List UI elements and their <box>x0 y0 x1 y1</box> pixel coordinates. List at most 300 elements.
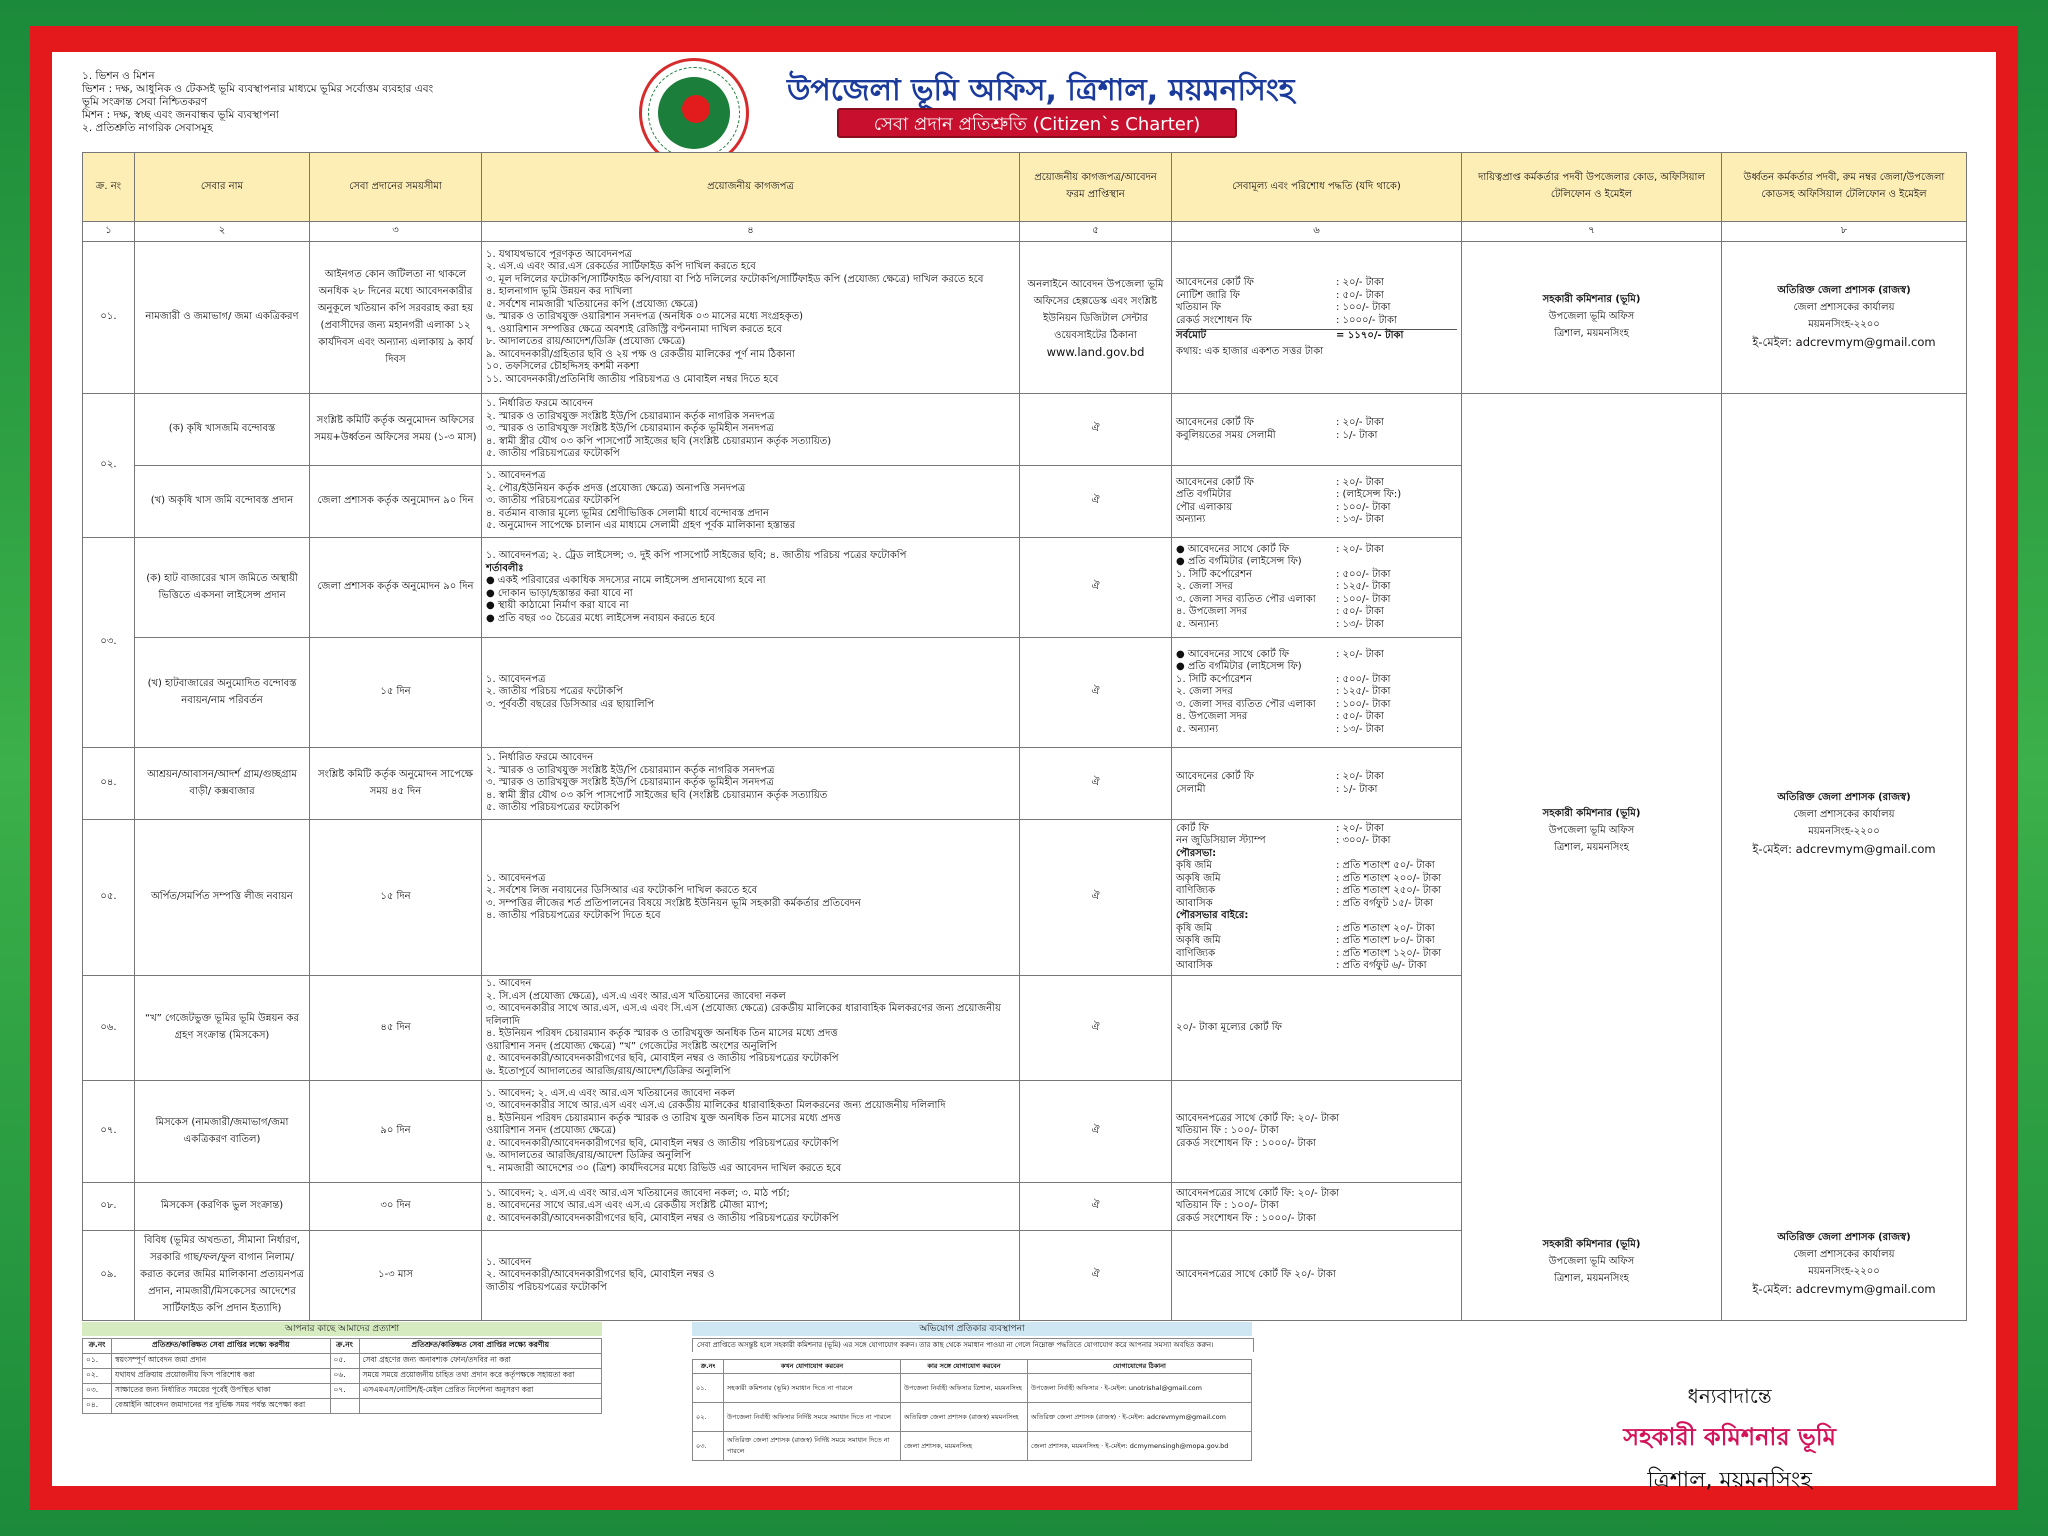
service-name-cell: (খ) হাটবাজারের অনুমোদিত বন্দোবস্ত নবায়ন/নাম পরিবর্তন <box>135 638 310 748</box>
documents-cell <box>482 466 1020 538</box>
list-item: ৩. মূল দলিলের ফটোকপি/সার্টিফাইড কপি/বায়া বা পিঠ দলিলের ফটোকপি/সার্টিফাইড কপি (প্রযোজ্য ক্ষেত্রে) দাখিল করতে হবে <box>486 273 984 285</box>
senior-email[interactable]: ই-মেইল: adcrevmym@gmail.com <box>1752 842 1936 856</box>
form-source-text: অনলাইনে আবেদন উপজেলা ভূমি অফিসের হেল্পডেস্ক এবং সংশ্লিষ্ট ইউনিয়ন ডিজিটাল সেন্টার ওয়েবসাইটের ঠিকানা <box>1027 278 1164 341</box>
fees-cell <box>1172 638 1462 748</box>
list-item: ১. আবেদনপত্র <box>486 872 546 884</box>
list-item: ৫. অনুমোদন সাপেক্ষে চালান এর মাধ্যমে সেলামী গ্রহণ পূর্বক মালিকানা হস্তান্তর <box>486 520 796 532</box>
expectation-cell: ০১. <box>83 1354 112 1369</box>
fee-label: নন জুডিসিয়াল স্ট্যাম্প <box>1176 835 1266 846</box>
grievance-cell: উপজেলা নির্বাহী অফিসার · ই-মেইল: unotrishal@gmail.com <box>1028 1374 1252 1403</box>
senior-title: অতিরিক্ত জেলা প্রশাসক (রাজস্ব) <box>1777 792 1911 803</box>
fee-label: ● প্রতি বর্গমিটার (লাইসেন্স ফি) <box>1176 661 1302 673</box>
list-item: ৩. স্মারক ও তারিখযুক্ত সংশ্লিষ্ট ইউ/পি চেয়ারম্যান কর্তৃক ভূমিহীন সনদপত্র <box>486 423 774 435</box>
fee-row <box>1176 823 1457 836</box>
list-item: ৮. আদালতের রায়/আদেশ/ডিক্রি (প্রযোজ্য ক্ষেত্রে) <box>486 336 686 348</box>
bullet-icon: ● <box>486 600 498 611</box>
header-cell: প্রয়োজনীয় কাগজপত্র <box>482 153 1020 222</box>
ditto-cell: ঐ <box>1020 976 1172 1081</box>
fee-value: : ৫০/- টাকা <box>1336 289 1384 301</box>
fee-label: নোটিশ জারি ফি <box>1176 289 1240 301</box>
exp-h-item: প্রতিশ্রুত/কাঙ্ক্ষিত সেবা প্রাপ্তির লক্ষ্যে করণীয় <box>359 1339 602 1354</box>
fee-value: : প্রতি শতাংশ ৮০/- টাকা <box>1336 935 1435 946</box>
table-row <box>83 242 1967 394</box>
fee-row <box>1176 302 1457 315</box>
grievance-cell: ০১. <box>693 1374 724 1403</box>
bullet-icon: ● <box>486 575 498 586</box>
senior-office: জেলা প্রশাসকের কার্যালয় <box>1793 809 1895 820</box>
fee-row <box>1176 699 1457 712</box>
table-row <box>693 1374 1252 1403</box>
time-limit-cell: জেলা প্রশাসক কর্তৃক অনুমোদন ৯০ দিন <box>310 538 482 638</box>
condition-text: প্রতি বছর ৩০ চৈত্রের মধ্যে লাইসেন্স নবায়ন করতে হবে <box>497 612 715 624</box>
list-item: ৩. স্মারক ও তারিখযুক্ত সংশ্লিষ্ট ইউ/পি চেয়ারম্যান কর্তৃক ভূমিহীন সনদপত্র <box>486 777 774 789</box>
grievance-cell: অতিরিক্ত জেলা প্রশাসক (রাজস্ব) নির্দিষ্ট সময়ে সমাধান দিতে না পারলে <box>724 1432 901 1461</box>
senior-office: জেলা প্রশাসকের কার্যালয় <box>1793 301 1895 313</box>
fee-row <box>1176 771 1457 784</box>
grievance-cell: সহকারী কমিশনার (ভূমি) সমাধান দিতে না পারলে <box>724 1374 901 1403</box>
fee-label: পৌর এলাকায় <box>1176 501 1233 513</box>
list-item: ৪. হালনাগাদ ভূমি উন্নয়ন কর দাখিলা <box>486 286 633 298</box>
header-cell: প্রয়োজনীয় কাগজপত্র/আবেদন ফরম প্রাপ্তিস্থান <box>1020 153 1172 222</box>
fee-label: সেলামী <box>1176 783 1206 795</box>
col-number: ২ <box>135 222 310 242</box>
fee-row <box>1176 860 1457 873</box>
expectation-cell: এসএমএস/নোটিশ/ই-মেইল প্রেরিত নির্দেশনা অনুসরণ করা <box>359 1384 602 1399</box>
fee-row <box>1176 477 1457 490</box>
fee-row <box>1176 594 1457 607</box>
fee-label: প্রতি বর্গমিটার <box>1176 489 1232 500</box>
fee-label: অকৃষি জমি <box>1176 935 1221 946</box>
fee-row <box>1176 835 1457 848</box>
list-item: ৩. সম্পত্তির লীজের শর্ত প্রতিপালনের বিষয়ে সংশ্লিষ্ট ইউনিয়ন ভূমি সহকারী কর্মকর্তার প্রতিবেদন <box>486 897 861 909</box>
grievance-cell: অতিরিক্ত জেলা প্রশাসক (রাজস্ব) · ই-মেইল: adcrevmym@gmail.com <box>1028 1403 1252 1432</box>
expectations-caption: আপনার কাছে আমাদের প্রত্যাশা <box>82 1322 602 1336</box>
list-item: ৫. জাতীয় পরিচয়পত্রের ফটোকপি <box>486 802 620 814</box>
list-item: ৪. স্বামী স্ত্রীর যৌথ ০৩ কপি পাসপোর্ট সাইজের ছবি (সংশ্লিষ্ট চেয়ারম্যান কর্তৃক সত্যায়িত <box>486 789 828 801</box>
list-item: ৬. স্মারক ও তারিখযুক্ত ওয়ারিশান সনদপত্র (অনধিক ০৩ মাসের মধ্যে সংগ্রহকৃত) <box>486 311 804 323</box>
list-item: আবেদনপত্রের সাথে কোর্ট ফি: ২০/- টাকা <box>1176 1187 1340 1199</box>
fee-row <box>1176 711 1457 724</box>
column-number-row <box>83 222 1967 242</box>
service-name-cell: বিবিধ (ভূমির অখন্ডতা, সীমানা নির্ধারণ, সরকারি গাছ/ফল/ফুল বাগান নিলাম/করাত কলের জমির মালিকানা প্রত্যয়নপত্র প্রদান, নামজারী/মিসকেসের আদেশের সার্টিফাইড কপি প্রদান ইত্যাদি) <box>135 1231 310 1321</box>
g-h: কখন যোগাযোগ করবেন <box>724 1360 901 1374</box>
fee-value <box>1336 661 1457 674</box>
list-item: ৩. আবেদনকারীর সাথে আর.এস এবং এস.এ রেকর্ডীয় মালিকের ধারাবাহিকতা মিলকরনের জন্য প্রয়োজনীয় দলিলাদি <box>486 1100 946 1112</box>
list-item: জাতীয় পরিচয়পত্রের ফটোকপি <box>486 1281 607 1293</box>
documents-cell <box>482 1183 1020 1231</box>
table-row <box>693 1403 1252 1432</box>
list-item: রেকর্ড সংশোধন ফি : ১০০০/- টাকা <box>1176 1212 1316 1224</box>
ditto-cell: ঐ <box>1020 820 1172 976</box>
total-value: = ১১৭০/- টাকা <box>1336 330 1404 341</box>
fee-value: : ১২৫/- টাকা <box>1336 581 1391 593</box>
bullet-icon: ● <box>486 612 498 624</box>
fee-value: : প্রতি শতাংশ ২০০/- টাকা <box>1336 872 1442 884</box>
list-item: ১. নির্ধারিত ফরমে আবেদন <box>486 752 594 764</box>
list-item: ওয়ারিশান সনদ (প্রযোজ্য ক্ষেত্রে) <box>486 1125 616 1137</box>
condition-text: একই পরিবারের একাধিক সদস্যের নামে লাইসেন্স প্রদানযোগ্য হবে না <box>497 575 766 586</box>
header-cell: সেবার নাম <box>135 153 310 222</box>
fee-row <box>1176 514 1457 527</box>
docs-intro: ১. আবেদনপত্র; ২. ট্রেড লাইসেন্স; ৩. দুই কপি পাসপোর্ট সাইজের ছবি; ৪. জাতীয় পরিচয় পত্রের ফটোকপি <box>486 550 907 561</box>
officer-office: উপজেলা ভূমি অফিস <box>1548 825 1635 836</box>
col-number: ৭ <box>1462 222 1722 242</box>
grievance-cell: ০২. <box>693 1403 724 1432</box>
documents-cell <box>482 242 1020 394</box>
service-name-cell: (ক) হাট বাজারের খাস জমিতে অস্থায়ী ভিত্তিতে একসনা লাইসেন্স প্রদান <box>135 538 310 638</box>
list-item: ১. আবেদন <box>486 978 532 989</box>
documents-cell <box>482 1081 1020 1183</box>
expectations-body <box>83 1354 602 1414</box>
fee-label: বাণিজ্যিক <box>1176 885 1216 896</box>
list-item: ওয়ারিশান সনদ (প্রযোজ্য ক্ষেত্রে) “খ” গেজেটের সংশ্লিষ্ট অংশের অনুলিপি <box>486 1040 777 1052</box>
g-h: ক্র.নং <box>693 1360 724 1374</box>
expectation-cell: সাক্ষাতের জন্য নির্ধারিত সময়ের পূর্বেই উপস্থিত থাকা <box>112 1384 331 1399</box>
fee-value: : ৫০০/- টাকা <box>1336 673 1391 685</box>
officer-office: উপজেলা ভূমি অফিস <box>1548 1256 1635 1267</box>
fee-label: অন্যান্য <box>1176 514 1206 525</box>
fee-value: : প্রতি শতাংশ ২০/- টাকা <box>1336 922 1435 934</box>
fee-row <box>1176 544 1457 557</box>
col-number: ৫ <box>1020 222 1172 242</box>
serial-cell: ০১. <box>83 242 135 394</box>
col-number: ৮ <box>1722 222 1967 242</box>
exp-h-item: প্রতিশ্রুত/কাঙ্ক্ষিত সেবা প্রাপ্তির লক্ষ্যে করণীয় <box>112 1339 331 1354</box>
expectation-cell: ০৬. <box>330 1369 359 1384</box>
fee-value: : ২০/- টাকা <box>1336 417 1384 428</box>
fee-value: : প্রতি বর্গফুট ৬/- টাকা <box>1336 960 1427 971</box>
service-name-cell: “খ” গেজেটভুক্ত ভূমির ভূমি উন্নয়ন কর গ্রহণ সংক্রান্ত (মিসকেস) <box>135 976 310 1081</box>
list-item: ৫. জাতীয় পরিচয়পত্রের ফটোকপি <box>486 448 620 460</box>
fee-value: : ১৩/- টাকা <box>1336 618 1384 630</box>
list-item: ৪. স্বামী স্ত্রীর যৌথ ০৩ কপি পাসপোর্ট সাইজের ছবি (সংশ্লিষ্ট চেয়ারম্যান কর্তৃক সত্যায়িত) <box>486 435 832 447</box>
time-limit-cell: ৯০ দিন <box>310 1081 482 1183</box>
fee-row <box>1176 674 1457 687</box>
officer-office: উপজেলা ভূমি অফিস <box>1548 311 1635 322</box>
fee-label: ১. সিটি কর্পোরেশন <box>1176 673 1252 685</box>
fee-row <box>1176 315 1457 328</box>
grievance-caption: অভিযোগ প্রতিকার ব্যবস্থাপনা <box>692 1322 1252 1336</box>
fee-row <box>1176 661 1457 674</box>
list-item: ১. আবেদনপত্র <box>486 470 546 482</box>
serial-cell: ০৮. <box>83 1183 135 1231</box>
senior-officer-cell <box>1722 394 1967 1321</box>
fee-list <box>1176 823 1457 848</box>
fee-row <box>1176 649 1457 662</box>
service-name-cell: অর্পিত/সমর্পিত সম্পত্তি লীজ নবায়ন <box>135 820 310 976</box>
fee-label: কবুলিয়তের সময় সেলামী <box>1176 429 1276 441</box>
expectation-cell: ০৭. <box>330 1384 359 1399</box>
list-item: ৬. আদালতের আরজি/রায়/আদেশ ডিক্রির অনুলিপি <box>486 1150 692 1162</box>
service-name-cell: মিসকেস (করণিক ভুল সংক্রান্ত) <box>135 1183 310 1231</box>
fee-label: রেকর্ড সংশোধন ফি <box>1176 314 1252 326</box>
expectations-header <box>83 1339 602 1354</box>
fee-row <box>1176 724 1457 737</box>
g-h: কার সঙ্গে যোগাযোগ করবেন <box>901 1360 1028 1374</box>
table-row <box>83 1384 602 1399</box>
seal-red-sun <box>682 95 710 123</box>
fee-value: : ৫০০/- টাকা <box>1336 568 1391 580</box>
fee-value: : ২০/- টাকা <box>1336 543 1384 555</box>
time-limit-cell: সংশ্লিষ্ট কমিটি কর্তৃক অনুমোদন সাপেক্ষে সময় ৪৫ দিন <box>310 748 482 820</box>
condition-item <box>486 588 1015 601</box>
fee-value <box>1336 556 1457 569</box>
time-limit-cell: ১-৩ মাস <box>310 1231 482 1321</box>
documents-cell <box>482 538 1020 638</box>
fee-row <box>1176 686 1457 699</box>
senior-place: ময়মনসিংহ-২২০০ <box>1808 318 1880 330</box>
fee-row <box>1176 502 1457 515</box>
list-item: ৫. আবেদনকারী/আবেদনকারীগণের ছবি, মোবাইল নম্বর ও জাতীয় পরিচয়পত্রের ফটোকপি <box>486 1137 839 1149</box>
fee-row <box>1176 898 1457 911</box>
fees-cell <box>1172 1183 1462 1231</box>
grievance-cell: উপজেলা নির্বাহী অফিসার নির্দিষ্ট সময়ে সমাধান দিতে না পারলে <box>724 1403 901 1432</box>
list-item: ২. এস.এ এবং আর.এস রেকর্ডের সার্টিফাইড কপি দাখিল করতে হবে <box>486 261 756 273</box>
officer-spacer <box>1466 857 1717 1237</box>
expectation-cell: ০৪. <box>83 1399 112 1414</box>
fee-value: : ১/- টাকা <box>1336 783 1378 795</box>
fee-list <box>1176 860 1457 910</box>
form-source-cell <box>1020 242 1172 394</box>
list-item: ১. নির্ধারিত ফরমে আবেদন <box>486 398 594 410</box>
fee-row <box>1176 290 1457 303</box>
exp-h-sl: ক্র.নং <box>83 1339 112 1354</box>
service-name-cell: নামজারী ও জমাভাগ/ জমা একত্রিকরণ <box>135 242 310 394</box>
serial-cell: ০৫. <box>83 820 135 976</box>
grievance-intro: সেবা প্রাপ্তিতে অসন্তুষ্ট হলে সহকারী কমিশনার (ভূমি) এর সঙ্গে যোগাযোগ করুন। তার কাছ থেকে সমাধান পাওয়া না গেলে নিম্নোক্ত পদ্ধতিতে যোগাযোগ করে আপনার সমস্যা অবহিত করুন। <box>692 1338 1254 1352</box>
fee-label: খতিয়ান ফি <box>1176 302 1222 313</box>
fee-value: : (লাইসেন্স ফি:) <box>1336 489 1402 500</box>
list-item: ২. জাতীয় পরিচয় পত্রের ফটোকপি <box>486 686 623 698</box>
senior-email[interactable]: ই-মেইল: adcrevmym@gmail.com <box>1752 1282 1936 1296</box>
total-label: সর্বমোট <box>1176 330 1207 341</box>
officer-spacer <box>1466 426 1717 806</box>
fee-row <box>1176 417 1457 430</box>
senior-email[interactable]: ই-মেইল: adcrevmym@gmail.com <box>1752 334 1936 349</box>
documents-cell <box>482 976 1020 1081</box>
fee-label: আবাসিক <box>1176 897 1213 909</box>
fee-in-words: কথায়: এক হাজার একশত সত্তর টাকা <box>1176 345 1324 357</box>
ditto-cell: ঐ <box>1020 1183 1172 1231</box>
list-item: খতিয়ান ফি : ১০০/- টাকা <box>1176 1200 1279 1212</box>
fee-value: : ২০/- টাকা <box>1336 822 1384 834</box>
officer-place: ত্রিশাল, ময়মনসিংহ <box>1554 842 1629 853</box>
officer-title: সহকারী কমিশনার (ভূমি) <box>1542 1239 1641 1250</box>
service-name-cell: মিসকেস (নামজারী/জমাভাগ/জমা একত্রিকরণ বাতিল) <box>135 1081 310 1183</box>
list-item: ১. আবেদনপত্র <box>486 673 546 685</box>
fee-value: : ১৩/- টাকা <box>1336 514 1384 525</box>
fee-label: অকৃষি জমি <box>1176 872 1221 884</box>
list-item: ১. আবেদন <box>486 1256 532 1268</box>
fee-row <box>1176 885 1457 898</box>
senior-title: অতিরিক্ত জেলা প্রশাসক (রাজস্ব) <box>1777 284 1911 296</box>
mission-line: ২. প্রতিশ্রুতি নাগরিক সেবাসমূহ <box>82 122 213 134</box>
ditto-cell: ঐ <box>1020 1081 1172 1183</box>
list-item: ২. সর্বশেষ লিজ নবায়নের ডিসিআর এর ফটোকপি দাখিল করতে হবে <box>486 885 758 896</box>
senior-place: ময়মনসিংহ-২২০০ <box>1808 1266 1880 1277</box>
condition-text: স্থায়ী কাঠামো নির্মাণ করা যাবে না <box>497 600 629 611</box>
fee-total <box>1176 329 1457 343</box>
condition-text: দোকান ভাড়া/হস্তান্তর করা যাবে না <box>497 587 633 599</box>
col-number: ৪ <box>482 222 1020 242</box>
service-name-cell: (খ) অকৃষি খাস জমি বন্দোবস্ত প্রদান <box>135 466 310 538</box>
grievance-cell: জেলা প্রশাসক, ময়মনসিংহ <box>901 1432 1028 1461</box>
header-cell: সেবা প্রদানের সময়সীমা <box>310 153 482 222</box>
list-item: খতিয়ান ফি : ১০০/- টাকা <box>1176 1125 1279 1137</box>
time-limit-cell: ৪৫ দিন <box>310 976 482 1081</box>
expectation-cell: বেআইনি আবেদন জমাদানের পর দুর্ভিক্ষ সময় পর্যন্ত অপেক্ষা করা <box>112 1399 331 1414</box>
serial-cell: ০৯. <box>83 1231 135 1321</box>
fee-label: ৫. অন্যান্য <box>1176 723 1219 735</box>
expectation-cell: ০৩. <box>83 1384 112 1399</box>
list-item: ৫. সর্বশেষ নামজারী খতিয়ানের কপি (প্রযোজ্য ক্ষেত্রে) <box>486 298 699 310</box>
fee-row <box>1176 873 1457 886</box>
list-item: ৪. জাতীয় পরিচয়পত্রের ফটোকপি দিতে হবে <box>486 910 661 921</box>
list-item: ৩. আবেদনকারীর সাথে আর.এস, এস.এ এবং সি.এস (প্রযোজ্য ক্ষেত্রে) রেকর্ডীয় মালিকের ধারাবাহিক মিলকরণের জন্য প্রয়োজনীয় দলিলাদি <box>486 1003 1001 1027</box>
table-row <box>83 1399 602 1414</box>
documents-cell <box>482 638 1020 748</box>
fee-row <box>1176 784 1457 797</box>
page-title: উপজেলা ভূমি অফিস, ত্রিশাল, ময়মনসিংহ <box>787 73 1295 108</box>
fee-label: ৩. জেলা সদর ব্যতিত পৌর এলাকা <box>1176 593 1316 605</box>
fee-label: ● আবেদনের সাথে কোর্ট ফি <box>1176 648 1290 660</box>
col-number: ৬ <box>1172 222 1462 242</box>
grievance-cell: জেলা প্রশাসক, ময়মনসিংহ · ই-মেইল: dcmymensingh@mopa.gov.bd <box>1028 1432 1252 1461</box>
fee-label: ২. জেলা সদর <box>1176 581 1233 593</box>
mission-line: মিশন : দক্ষ, স্বচ্ছ এবং জনবান্ধব ভূমি ব্যবস্থাপনা <box>82 109 279 121</box>
g-h: যোগাযোগের ঠিকানা <box>1028 1360 1252 1374</box>
serial-cell: ০২. <box>83 394 135 538</box>
fee-value: : ২০/- টাকা <box>1336 771 1384 782</box>
fee-value: : ৩০০/- টাকা <box>1336 835 1391 846</box>
header-cell: সেবামূল্য এবং পরিশোধ পদ্ধতি (যদি থাকে) <box>1172 153 1462 222</box>
condition-item <box>486 613 1015 626</box>
fee-row <box>1176 569 1457 582</box>
fee-value: : ১৩/- টাকা <box>1336 723 1384 735</box>
time-limit-cell: আইনগত কোন জটিলতা না থাকলে অনধিক ২৮ দিনের মধ্যে আবেদনকারীর অনুকূলে খতিয়ান কপি সরবরাহ করা হয় (প্রবাসীদের জন্য মহানগরী এলাকা ১২ কার্যদিবস এবং অন্যান্য এলাকায় ৯ কার্য দিবস <box>310 242 482 394</box>
fee-list <box>1176 277 1457 327</box>
fee-value: : ২০/- টাকা <box>1336 648 1384 660</box>
expectation-cell <box>330 1399 359 1414</box>
serial-cell: ০৭. <box>83 1081 135 1183</box>
mission-line: ভূমি সংক্রান্ত সেবা নিশ্চিতকরণ <box>82 96 208 108</box>
time-limit-cell: ১৫ দিন <box>310 638 482 748</box>
ditto-cell: ঐ <box>1020 638 1172 748</box>
fees-cell <box>1172 1081 1462 1183</box>
thanks-text: ধন্যবাদান্তে <box>1687 1384 1772 1408</box>
list-item: ৫. আবেদনকারী/আবেদনকারীগণের ছবি, মোবাইল নম্বর ও জাতীয় পরিচয়পত্রের ফটোকপি <box>486 1212 839 1224</box>
fee-label: ৪. উপজেলা সদর <box>1176 711 1248 723</box>
fee-list <box>1176 923 1457 973</box>
fee-label: ● প্রতি বর্গমিটার (লাইসেন্স ফি) <box>1176 556 1302 568</box>
officer-place: ত্রিশাল, ময়মনসিংহ <box>1554 1273 1629 1284</box>
fees-cell <box>1172 394 1462 466</box>
fee-value: : প্রতি শতাংশ ৫০/- টাকা <box>1336 860 1435 871</box>
website-link[interactable]: www.land.gov.bd <box>1046 344 1145 359</box>
list-item: ৪. ইউনিয়ন পরিষদ চেয়ারম্যান কর্তৃক স্মারক ও তারিখযুক্ত অনধিক তিন মাসের মধ্যে প্রদত্ত <box>486 1028 838 1039</box>
list-item: ২. সি.এস (প্রযোজ্য ক্ষেত্রে), এস.এ এবং আর.এস খতিয়ানের জাবেদা নকল <box>486 990 786 1002</box>
time-limit-cell: জেলা প্রশাসক কর্তৃক অনুমোদন ৯০ দিন <box>310 466 482 538</box>
signature-designation: সহকারী কমিশনার ভূমি <box>1623 1423 1836 1451</box>
signature-block <box>1623 1382 1836 1500</box>
fee-label: কৃষি জমি <box>1176 922 1212 934</box>
fee-label: আবেদনের কোর্ট ফি <box>1176 476 1254 488</box>
table-row <box>693 1432 1252 1461</box>
signature-place: ত্রিশাল, ময়মনসিংহ <box>1647 1468 1812 1493</box>
fees-cell <box>1172 748 1462 820</box>
fees-cell: ২০/- টাকা মূল্যের কোর্ট ফি <box>1172 976 1462 1081</box>
expectation-cell: স্বয়ংসম্পূর্ণ আবেদন জমা প্রদান <box>112 1354 331 1369</box>
vision-mission-block <box>82 70 552 135</box>
expectation-cell: ০২. <box>83 1369 112 1384</box>
serial-cell: ০৩. <box>83 538 135 748</box>
senior-title: অতিরিক্ত জেলা প্রশাসক (রাজস্ব) <box>1777 1232 1911 1243</box>
fee-value: : ১০০০/- টাকা <box>1336 314 1397 326</box>
senior-officer-cell <box>1722 242 1967 394</box>
time-limit-cell: ৩০ দিন <box>310 1183 482 1231</box>
pourasova-label: পৌরসভা: <box>1176 847 1217 859</box>
service-name-cell: আশ্রয়ন/আবাসন/আদর্শ গ্রাম/গুচ্ছগ্রাম বাড়ী/ কক্সবাজার <box>135 748 310 820</box>
fee-row <box>1176 935 1457 948</box>
table-row <box>83 394 1967 466</box>
exp-h-sl: ক্র.নং <box>330 1339 359 1354</box>
fee-label: ৪. উপজেলা সদর <box>1176 606 1248 618</box>
fee-value: : ৫০/- টাকা <box>1336 606 1384 618</box>
fee-label: আবেদনের কোর্ট ফি <box>1176 771 1254 782</box>
ditto-cell: ঐ <box>1020 394 1172 466</box>
list-item: ৩. পূর্ববর্তী বছরের ডিসিআর এর ছায়ালিপি <box>486 698 655 710</box>
list-item: ১. আবেদন; ২. এস.এ এবং আর.এস খতিয়ানের জাবেদা নকল; ৩. মাঠ পর্চা; <box>486 1187 790 1199</box>
conditions-label: শর্তাবলীঃ <box>486 562 524 574</box>
header-cell: দায়িত্বপ্রাপ্ত কর্মকর্তার পদবী উপজেলার কোড, অফিসিয়াল টেলিফোন ও ইমেইল <box>1462 153 1722 222</box>
fee-value: : ২০/- টাকা <box>1336 277 1384 288</box>
ditto-cell: ঐ <box>1020 1231 1172 1321</box>
list-item: ২. পৌর/ইউনিয়ন কর্তৃক প্রদত্ত (প্রযোজ্য ক্ষেত্রে) অনাপত্তি সনদপত্র <box>486 482 746 494</box>
senior-place: ময়মনসিংহ-২২০০ <box>1808 826 1880 837</box>
time-limit-cell: ১৫ দিন <box>310 820 482 976</box>
ditto-cell: ঐ <box>1020 466 1172 538</box>
fee-value: : ১০০/- টাকা <box>1336 593 1391 605</box>
documents-cell <box>482 748 1020 820</box>
documents-cell <box>482 820 1020 976</box>
table-row <box>83 1354 602 1369</box>
fee-row <box>1176 619 1457 632</box>
fee-row <box>1176 606 1457 619</box>
senior-office: জেলা প্রশাসকের কার্যালয় <box>1793 1249 1895 1260</box>
fee-row <box>1176 581 1457 594</box>
fee-value: : ১/- টাকা <box>1336 429 1378 441</box>
col-number: ৩ <box>310 222 482 242</box>
table-row <box>83 1369 602 1384</box>
list-item: ১১. আবেদনকারী/প্রতিনিধি জাতীয় পরিচয়পত্র ও মোবাইল নম্বর দিতে হবে <box>486 373 779 385</box>
serial-cell: ০৪. <box>83 748 135 820</box>
list-item: ১. আবেদন; ২. এস.এ এবং আর.এস খতিয়ানের জাবেদা নকল <box>486 1087 735 1099</box>
fees-cell: আবেদনপত্রের সাথে কোর্ট ফি ২০/- টাকা <box>1172 1231 1462 1321</box>
conditions-list <box>486 575 1015 625</box>
fee-label: ২. জেলা সদর <box>1176 686 1233 698</box>
senior-spacer <box>1726 414 1962 790</box>
fee-label: ৫. অন্যান্য <box>1176 618 1219 630</box>
fee-value: : ১০০/- টাকা <box>1336 501 1391 513</box>
col-number: ১ <box>83 222 135 242</box>
list-item: ৪. ইউনিয়ন পরিষদ চেয়ারম্যান কর্তৃক স্মারক ও তারিখ যুক্ত অনধিক তিন মাসের মধ্যে প্রদত্ত <box>486 1112 841 1124</box>
table-header-row <box>83 153 1967 222</box>
grievance-table <box>692 1359 1252 1461</box>
fee-row <box>1176 948 1457 961</box>
ditto-cell: ঐ <box>1020 538 1172 638</box>
officer-cell <box>1462 242 1722 394</box>
fee-row <box>1176 960 1457 973</box>
